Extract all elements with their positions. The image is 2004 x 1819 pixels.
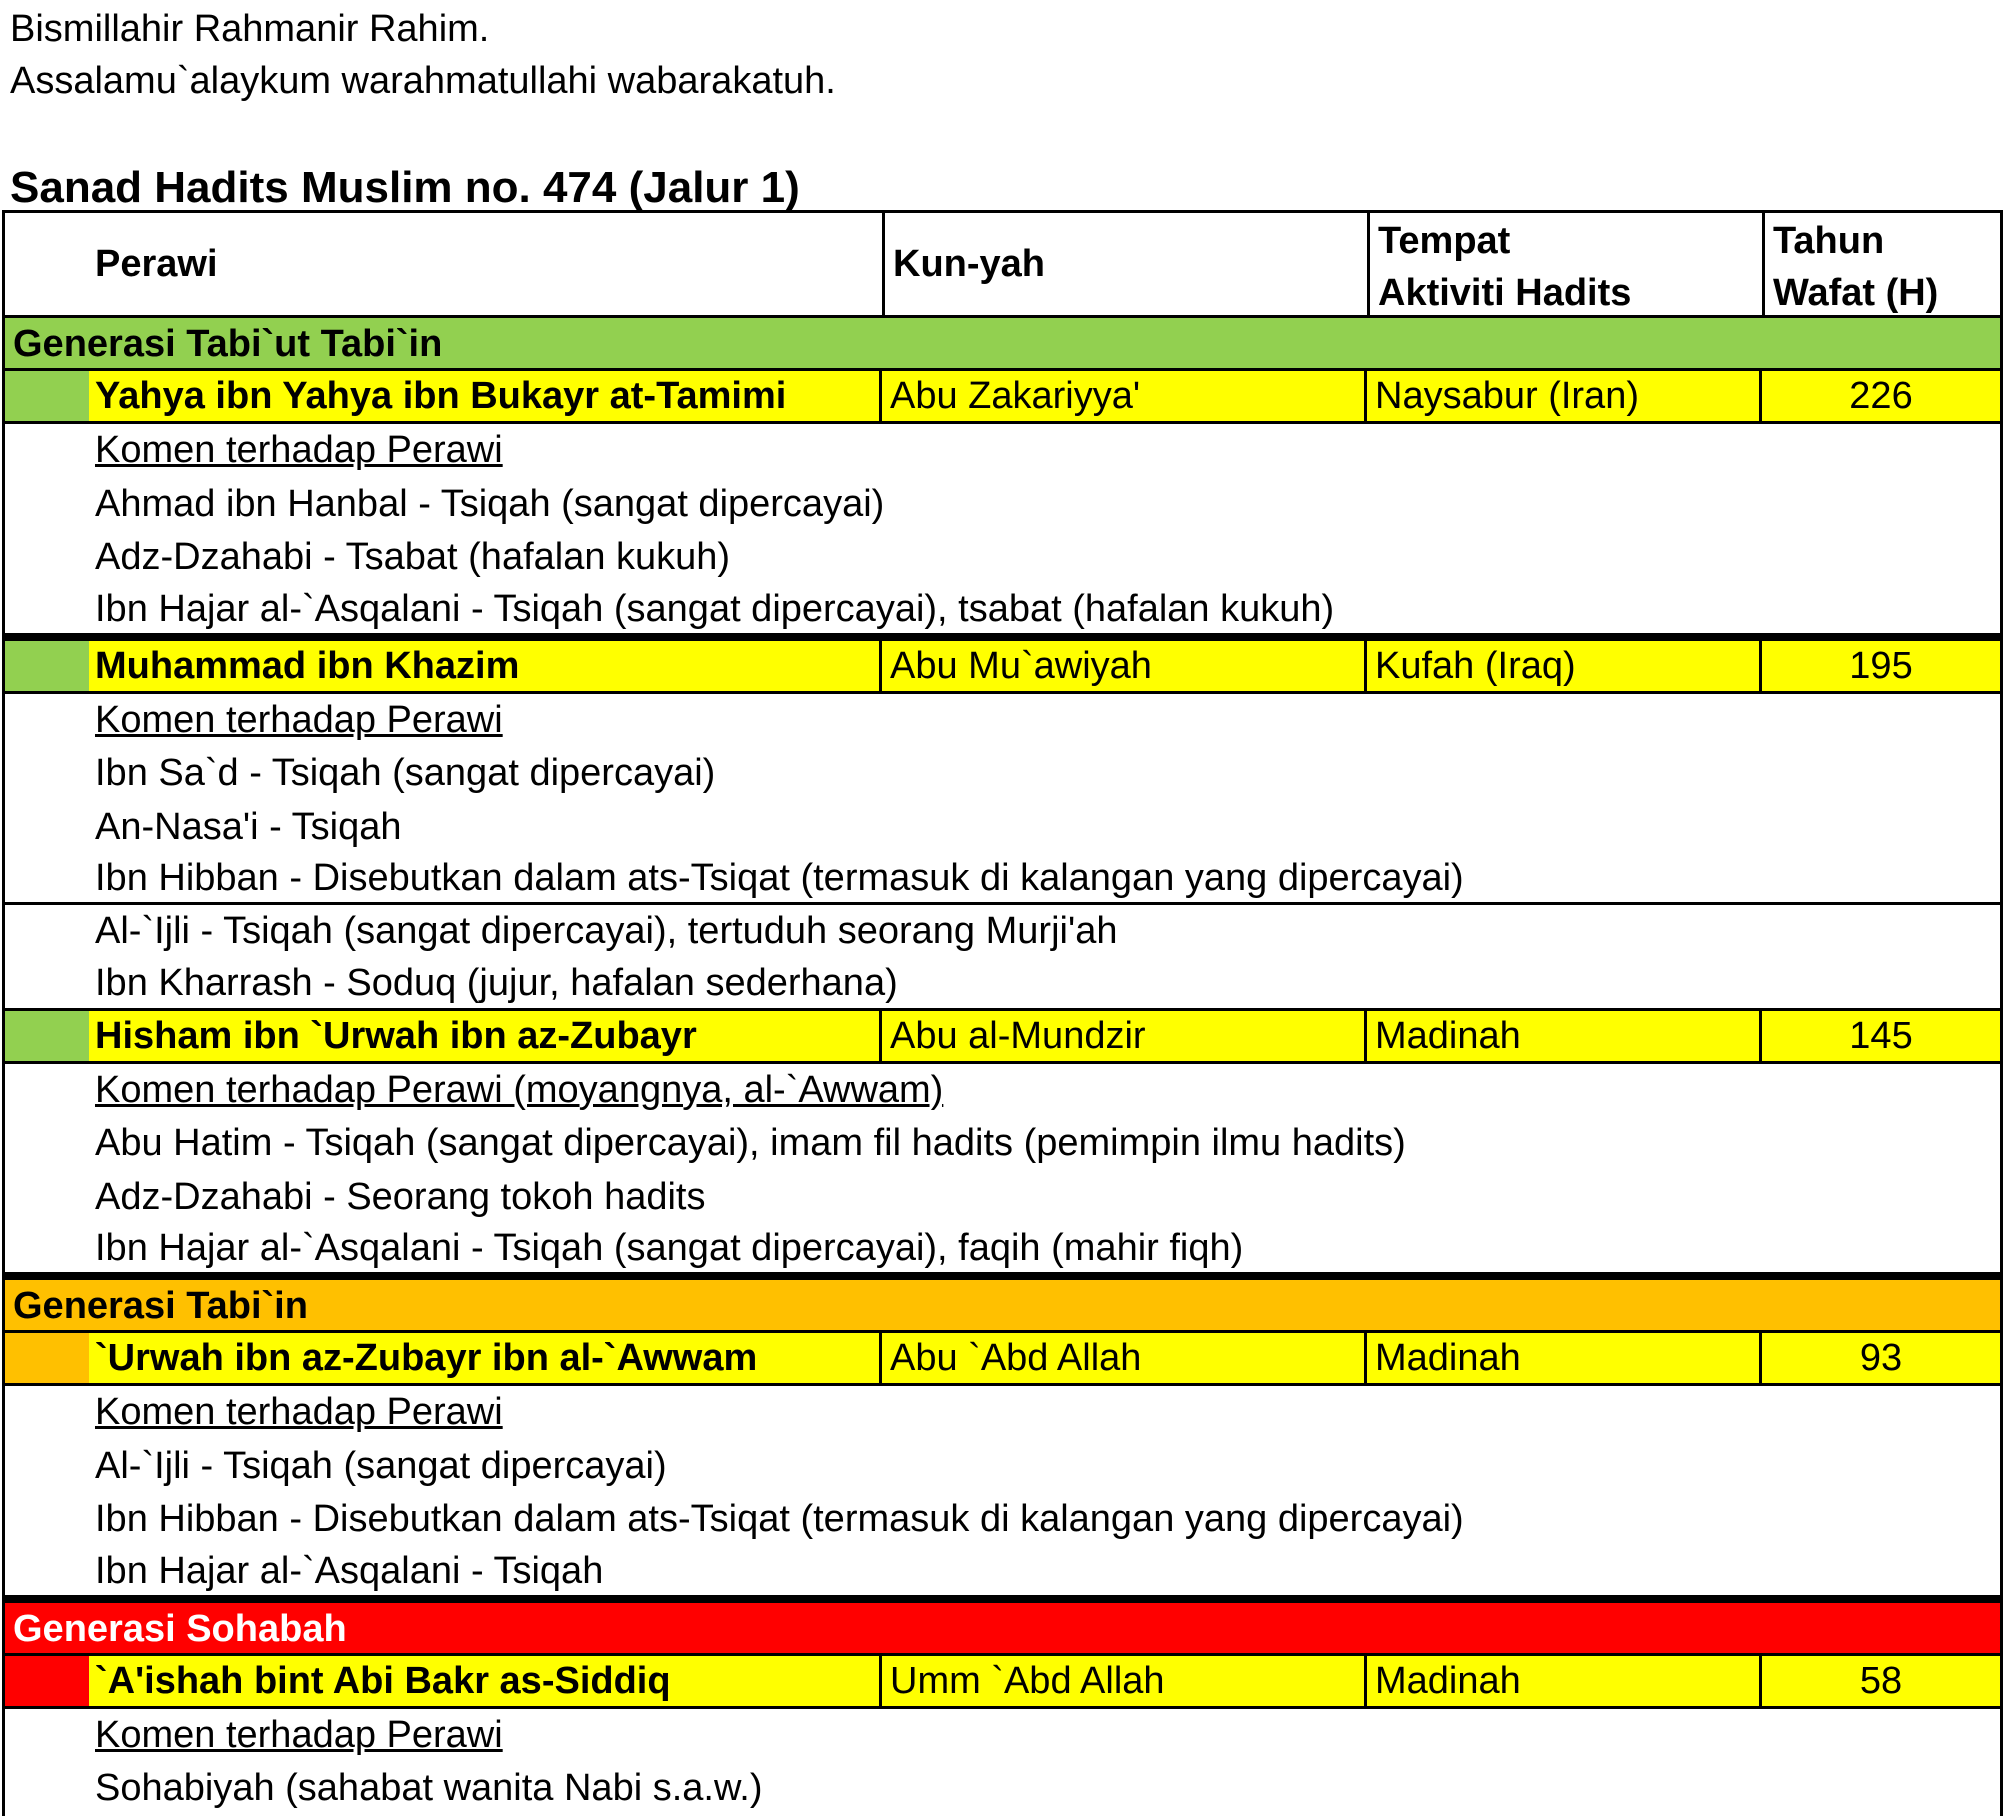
comment-line: Adz-Dzahabi - Tsabat (hafalan kukuh) (95, 536, 731, 578)
comment-line: Adz-Dzahabi - Seorang tokoh hadits (95, 1175, 706, 1218)
generation-tabiut-tabiin: Generasi Tabi`ut Tabi`in (2, 318, 2003, 371)
narrator-kunyah: Abu Mu`awiyah (882, 641, 1367, 691)
narrator-row (2, 641, 2003, 694)
comment-heading: Komen terhadap Perawi (95, 1713, 503, 1756)
comment-heading: Komen terhadap Perawi (95, 1391, 503, 1433)
header-tahun (1765, 213, 2000, 315)
narrator-year: 93 (1762, 1333, 2000, 1383)
document-title: Sanad Hadits Muslim no. 474 (Jalur 1) (10, 163, 800, 212)
generation-swatch (5, 1011, 89, 1061)
comment-heading: Komen terhadap Perawi (95, 429, 503, 471)
comment-block (2, 1064, 2003, 1281)
comment-line: Al-`Ijli - Tsiqah (sangat dipercayai), tertuduh seorang Murji'ah (95, 910, 1118, 952)
comment-line: Abu Hatim - Tsiqah (sangat dipercayai), imam fil hadits (pemimpin ilmu hadits) (95, 1122, 1406, 1164)
narrator-row (2, 1333, 2003, 1386)
comment-heading: Komen terhadap Perawi (95, 698, 503, 741)
comment-line: Al-`Ijli - Tsiqah (sangat dipercayai) (95, 1444, 667, 1487)
narrator-name: Hisham ibn `Urwah ibn az-Zubayr (89, 1011, 882, 1061)
header-tahun-line1: Tahun (1773, 220, 1885, 262)
header-tempat (1370, 213, 1765, 315)
narrator-year: 195 (1762, 641, 2000, 691)
narrator-place: Madinah (1367, 1333, 1762, 1383)
comment-block (2, 424, 2003, 641)
comment-line: Ahmad ibn Hanbal - Tsiqah (sangat dipercayai) (95, 482, 885, 525)
narrator-place: Kufah (Iraq) (1367, 641, 1762, 691)
comment-block (2, 694, 2003, 906)
greeting-line-1: Bismillahir Rahmanir Rahim. (10, 8, 490, 50)
comment-line: Ibn Hajar al-`Asqalani - Tsiqah (95, 1549, 604, 1592)
generation-sohabah: Generasi Sohabah (2, 1603, 2003, 1656)
header-kunyah: Kun-yah (885, 213, 1370, 315)
narrator-kunyah: Abu `Abd Allah (882, 1333, 1367, 1383)
narrator-name: `Urwah ibn az-Zubayr ibn al-`Awwam (89, 1333, 882, 1383)
greeting-line-2: Assalamu`alaykum warahmatullahi wabarakatuh. (10, 60, 836, 102)
narrator-kunyah: Umm `Abd Allah (882, 1656, 1367, 1706)
narrator-kunyah: Abu al-Mundzir (882, 1011, 1367, 1061)
narrator-place: Naysabur (Iran) (1367, 371, 1762, 421)
narrator-place: Madinah (1367, 1011, 1762, 1061)
comment-line: Ibn Hajar al-`Asqalani - Tsiqah (sangat dipercayai), tsabat (hafalan kukuh) (95, 587, 1335, 630)
narrator-name: Yahya ibn Yahya ibn Bukayr at-Tamimi (89, 371, 882, 421)
comment-line: An-Nasa'i - Tsiqah (95, 805, 402, 848)
sanad-table (2, 210, 2003, 1816)
generation-swatch (5, 1656, 89, 1706)
comment-line: Ibn Hibban - Disebutkan dalam ats-Tsiqat (termasuk di kalangan yang dipercayai) (95, 1498, 1464, 1540)
generation-swatch (5, 641, 89, 691)
comment-line: Sohabiyah (sahabat wanita Nabi s.a.w.) (95, 1767, 763, 1809)
comment-block (2, 1709, 2003, 1816)
comment-block-continued (2, 905, 2003, 1011)
header-tahun-line2: Wafat (H) (1773, 272, 1939, 314)
comment-line: Ibn Hibban - Disebutkan dalam ats-Tsiqat (termasuk di kalangan yang dipercayai) (95, 857, 1464, 899)
narrator-row (2, 1656, 2003, 1709)
narrator-year: 145 (1762, 1011, 2000, 1061)
narrator-name: `A'ishah bint Abi Bakr as-Siddiq (89, 1656, 882, 1706)
generation-swatch (5, 1333, 89, 1383)
header-tempat-line2: Aktiviti Hadits (1378, 272, 1632, 314)
narrator-year: 58 (1762, 1656, 2000, 1706)
narrator-row (2, 371, 2003, 424)
comment-line: Ibn Kharrash - Soduq (jujur, hafalan sederhana) (95, 961, 898, 1004)
header-perawi: Perawi (5, 213, 885, 315)
comment-line: Ibn Hajar al-`Asqalani - Tsiqah (sangat dipercayai), faqih (mahir fiqh) (95, 1227, 1244, 1269)
narrator-name: Muhammad ibn Khazim (89, 641, 882, 691)
narrator-place: Madinah (1367, 1656, 1762, 1706)
header-tempat-line1: Tempat (1378, 220, 1511, 262)
comment-block (2, 1386, 2003, 1603)
comment-line: Ibn Sa`d - Tsiqah (sangat dipercayai) (95, 752, 716, 794)
narrator-row (2, 1011, 2003, 1064)
narrator-year: 226 (1762, 371, 2000, 421)
narrator-kunyah: Abu Zakariyya' (882, 371, 1367, 421)
table-header (2, 210, 2003, 318)
generation-tabiin: Generasi Tabi`in (2, 1280, 2003, 1333)
generation-swatch (5, 371, 89, 421)
comment-heading: Komen terhadap Perawi (moyangnya, al-`Awwam) (95, 1068, 944, 1111)
